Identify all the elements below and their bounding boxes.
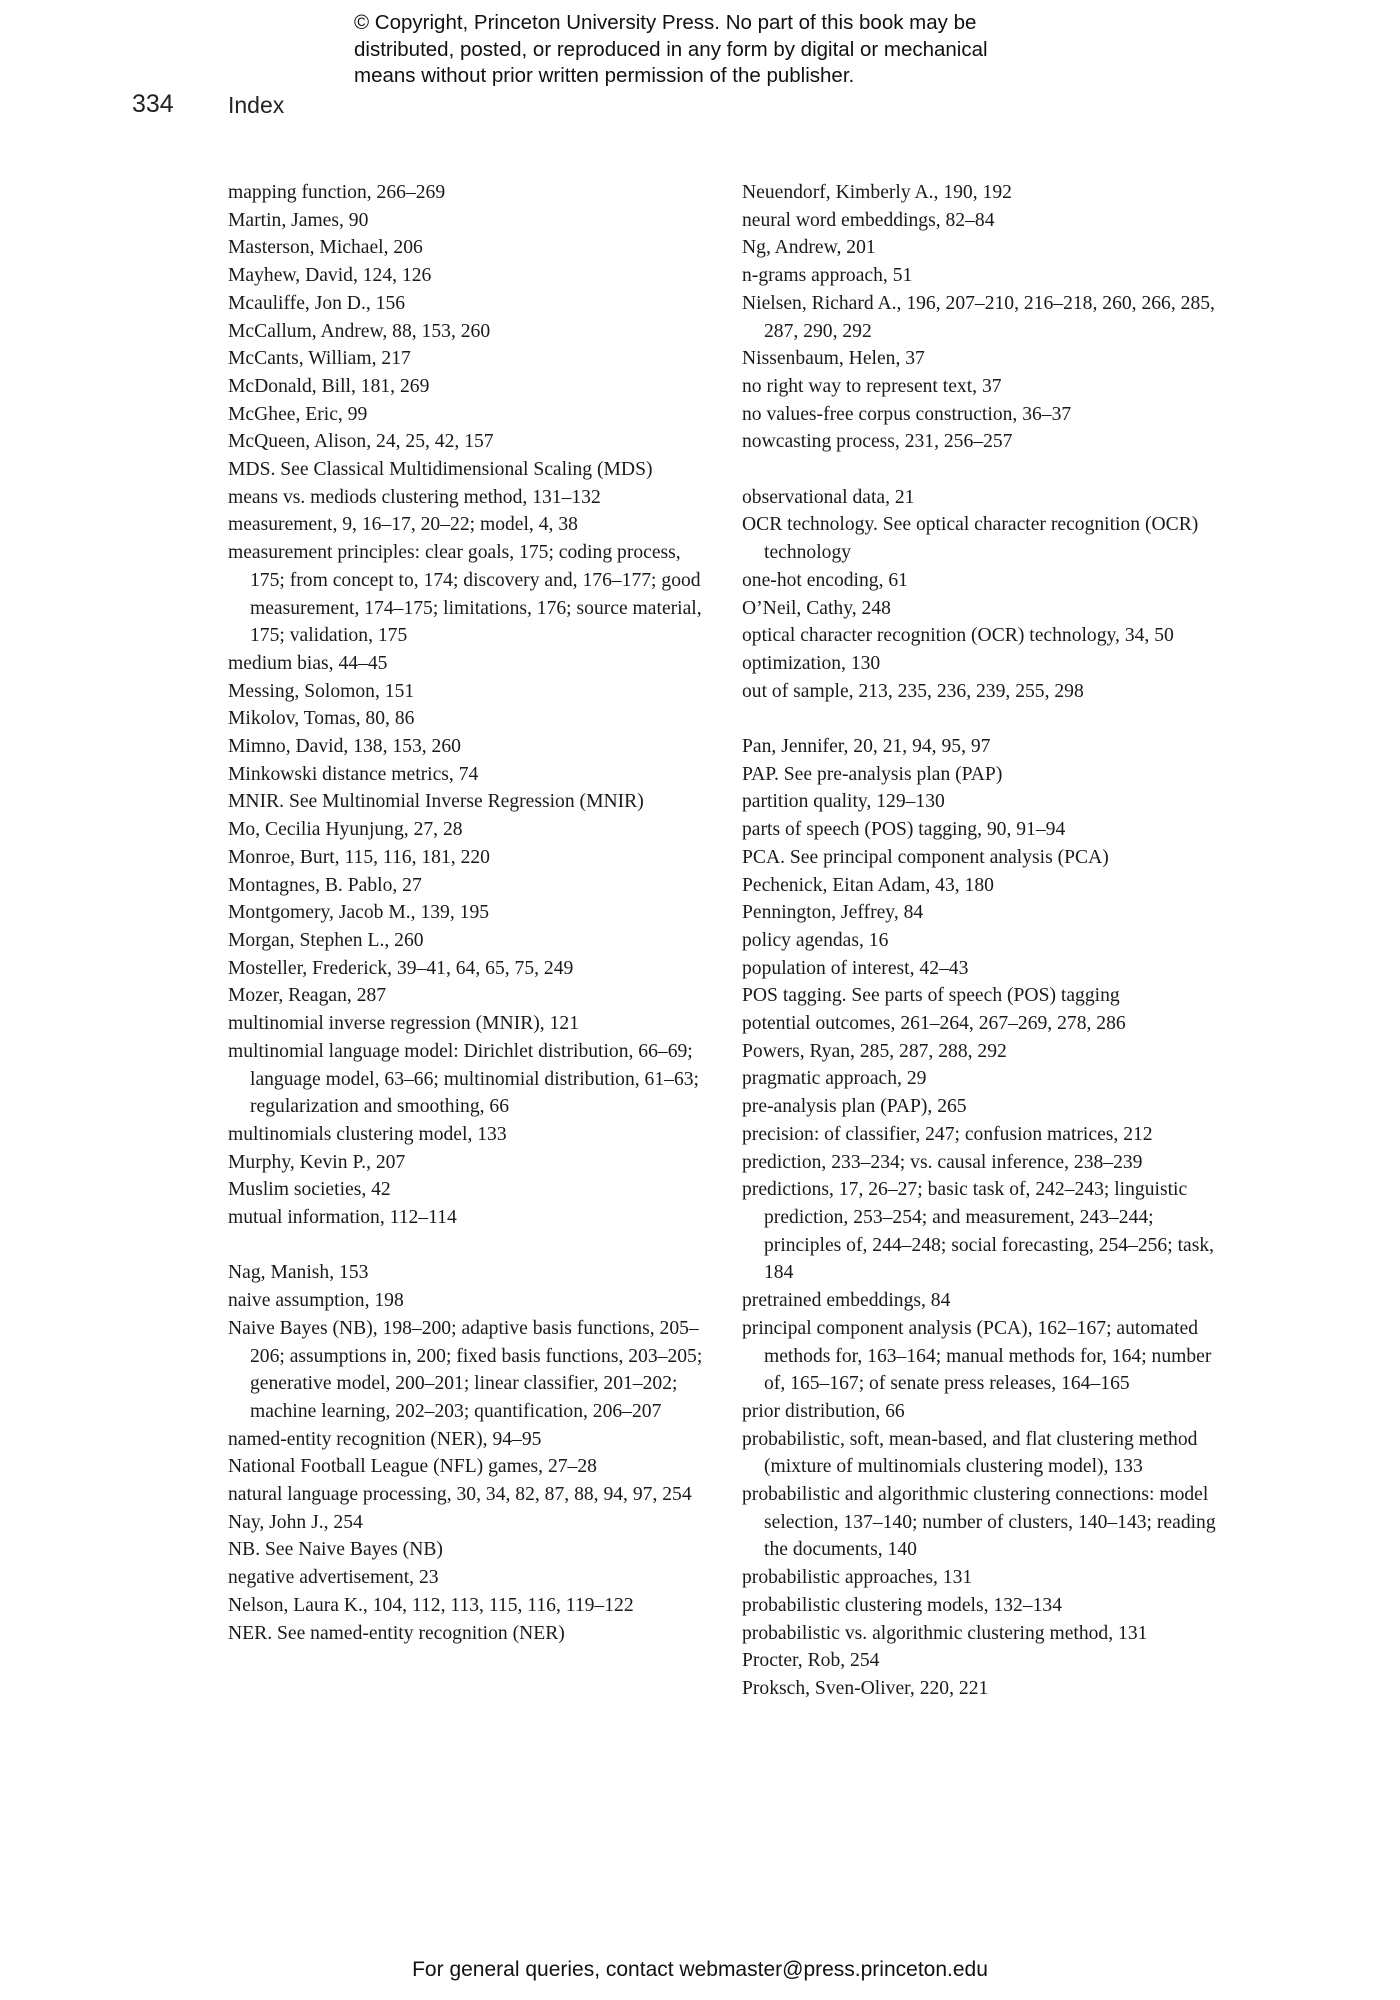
- index-entry: population of interest, 42–43: [742, 957, 969, 979]
- index-entry: Martin, James, 90: [228, 209, 369, 231]
- index-entry: observational data, 21: [742, 486, 915, 508]
- index-entry: McQueen, Alison, 24, 25, 42, 157: [228, 431, 494, 453]
- index-entry: out of sample, 213, 235, 236, 239, 255, 298: [742, 680, 1084, 702]
- index-entry: PAP. See pre-analysis plan (PAP): [742, 763, 1003, 785]
- index-entry: NB. See Naive Bayes (NB): [228, 1539, 443, 1561]
- index-entry: pretrained embeddings, 84: [742, 1290, 951, 1312]
- index-entry: parts of speech (POS) tagging, 90, 91–94: [742, 819, 1066, 841]
- index-entry: neural word embeddings, 82–84: [742, 209, 995, 231]
- index-entry: one-hot encoding, 61: [742, 569, 908, 591]
- page-number: 334: [132, 90, 174, 118]
- index-entry: Minkowski distance metrics, 74: [228, 763, 479, 785]
- index-entry: Messing, Solomon, 151: [228, 680, 415, 702]
- index-entry: Pechenick, Eitan Adam, 43, 180: [742, 874, 994, 896]
- index-entry: Mikolov, Tomas, 80, 86: [228, 708, 415, 730]
- index-entry: optimization, 130: [742, 652, 881, 674]
- index-entry: National Football League (NFL) games, 27–28: [228, 1456, 597, 1478]
- index-entry: McGhee, Eric, 99: [228, 403, 368, 425]
- index-entry: means vs. mediods clustering method, 131–132: [228, 486, 601, 508]
- index-entry: Montagnes, B. Pablo, 27: [228, 874, 422, 896]
- index-entry: Naive Bayes (NB), 198–200; adaptive basis functions, 205–206; assumptions in, 200; fixed basis functions, 203–205; generative model, 200–201; linear classifier, 201–202; machine learning, 202–203; quantification, 206–207: [228, 1317, 703, 1422]
- index-entry: Montgomery, Jacob M., 139, 195: [228, 902, 490, 924]
- index-entry: probabilistic, soft, mean-based, and flat clustering method (mixture of multinomials clustering model), 133: [742, 1428, 1198, 1478]
- index-entry: n-grams approach, 51: [742, 265, 913, 287]
- index-entry: Pennington, Jeffrey, 84: [742, 902, 924, 924]
- index-entry: predictions, 17, 26–27; basic task of, 242–243; linguistic prediction, 253–254; and measurement, 243–244; principles of, 244–248; social forecasting, 254–256; task, 184: [742, 1179, 1215, 1284]
- index-entry: NER. See named-entity recognition (NER): [228, 1622, 565, 1644]
- index-entry: Nissenbaum, Helen, 37: [742, 348, 925, 370]
- index-entry: nowcasting process, 231, 256–257: [742, 431, 1013, 453]
- index-column-right: [742, 179, 1232, 1703]
- index-entry: measurement, 9, 16–17, 20–22; model, 4, 38: [228, 514, 578, 536]
- copyright-line: distributed, posted, or reproduced in any form by digital or mechanical: [354, 37, 988, 61]
- index-entry: principal component analysis (PCA), 162–167; automated methods for, 163–164; manual methods for, 164; number of, 165–167; of senate press releases, 164–165: [742, 1317, 1212, 1395]
- index-entry: probabilistic and algorithmic clustering connections: model selection, 137–140; number of clusters, 140–143; reading the documents, 140: [742, 1484, 1216, 1561]
- index-entry: Monroe, Burt, 115, 116, 181, 220: [228, 846, 490, 868]
- letter-group-gap: [742, 456, 1232, 484]
- index-entry: Powers, Ryan, 285, 287, 288, 292: [742, 1040, 1007, 1062]
- section-title: Index: [228, 92, 285, 118]
- index-column-left: [228, 179, 718, 1647]
- index-entry: named-entity recognition (NER), 94–95: [228, 1428, 542, 1450]
- index-entry: POS tagging. See parts of speech (POS) tagging: [742, 985, 1120, 1007]
- index-entry: multinomial inverse regression (MNIR), 121: [228, 1013, 579, 1035]
- index-entry: Nielsen, Richard A., 196, 207–210, 216–218, 260, 266, 285, 287, 290, 292: [742, 292, 1215, 342]
- index-entry: partition quality, 129–130: [742, 791, 945, 813]
- index-entry: Masterson, Michael, 206: [228, 237, 423, 259]
- index-entry: negative advertisement, 23: [228, 1567, 439, 1589]
- index-entry: multinomial language model: Dirichlet distribution, 66–69; language model, 63–66; multinomial distribution, 61–63; regularization and smoothing, 66: [228, 1040, 699, 1118]
- index-entry: McCants, William, 217: [228, 348, 411, 370]
- index-entry: Ng, Andrew, 201: [742, 237, 876, 259]
- index-entry: naive assumption, 198: [228, 1290, 404, 1312]
- index-entry: MDS. See Classical Multidimensional Scaling (MDS): [228, 459, 653, 481]
- index-entry: Murphy, Kevin P., 207: [228, 1151, 406, 1173]
- index-entry: Nag, Manish, 153: [228, 1262, 369, 1284]
- letter-group-gap: [228, 1232, 718, 1260]
- index-entry: probabilistic vs. algorithmic clustering method, 131: [742, 1622, 1148, 1644]
- index-entry: Muslim societies, 42: [228, 1179, 391, 1201]
- index-entry: PCA. See principal component analysis (PCA): [742, 846, 1109, 868]
- copyright-line: © Copyright, Princeton University Press. No part of this book may be: [354, 11, 977, 34]
- index-entry: probabilistic clustering models, 132–134: [742, 1594, 1062, 1616]
- index-entry: Mo, Cecilia Hyunjung, 27, 28: [228, 819, 463, 841]
- index-entry: Morgan, Stephen L., 260: [228, 929, 424, 951]
- index-entry: precision: of classifier, 247; confusion matrices, 212: [742, 1123, 1153, 1145]
- index-entry: medium bias, 44–45: [228, 652, 388, 674]
- index-entry: Neuendorf, Kimberly A., 190, 192: [742, 182, 1012, 203]
- index-entry: McCallum, Andrew, 88, 153, 260: [228, 320, 491, 342]
- index-entry: natural language processing, 30, 34, 82, 87, 88, 94, 97, 254: [228, 1484, 692, 1506]
- index-entry: prediction, 233–234; vs. causal inference, 238–239: [742, 1151, 1143, 1173]
- index-entry: measurement principles: clear goals, 175; coding process, 175; from concept to, 174; discovery and, 176–177; good measurement, 174–175; limitations, 176; source material, 175; validation, 175: [228, 542, 702, 647]
- index-entry: probabilistic approaches, 131: [742, 1567, 973, 1589]
- index-entry: Nay, John J., 254: [228, 1511, 363, 1533]
- index-entry: Mcauliffe, Jon D., 156: [228, 292, 406, 314]
- index-entry: Mozer, Reagan, 287: [228, 985, 387, 1007]
- index-entry: Pan, Jennifer, 20, 21, 94, 95, 97: [742, 736, 991, 758]
- index-entry: Mimno, David, 138, 153, 260: [228, 736, 461, 758]
- index-entry: pre-analysis plan (PAP), 265: [742, 1096, 967, 1118]
- letter-group-gap: [742, 705, 1232, 733]
- index-entry: mutual information, 112–114: [228, 1207, 457, 1229]
- index-entry: mapping function, 266–269: [228, 182, 446, 203]
- index-entry: multinomials clustering model, 133: [228, 1123, 507, 1145]
- index-entry: Nelson, Laura K., 104, 112, 113, 115, 116, 119–122: [228, 1594, 634, 1616]
- index-entry: policy agendas, 16: [742, 929, 889, 951]
- index-entry: MNIR. See Multinomial Inverse Regression (MNIR): [228, 791, 644, 813]
- index-entry: no values-free corpus construction, 36–37: [742, 403, 1072, 425]
- index-entry: OCR technology. See optical character recognition (OCR) technology: [742, 514, 1199, 564]
- index-entry: Mosteller, Frederick, 39–41, 64, 65, 75, 249: [228, 957, 574, 979]
- index-entry: Mayhew, David, 124, 126: [228, 265, 432, 287]
- index-entry: Procter, Rob, 254: [742, 1650, 880, 1672]
- index-entry: Proksch, Sven-Oliver, 220, 221: [742, 1677, 989, 1699]
- index-entry: prior distribution, 66: [742, 1400, 905, 1422]
- index-entry: no right way to represent text, 37: [742, 375, 1002, 397]
- index-entry: optical character recognition (OCR) technology, 34, 50: [742, 625, 1174, 647]
- copyright-notice: [354, 10, 1114, 90]
- index-entry: pragmatic approach, 29: [742, 1068, 927, 1090]
- index-entry: potential outcomes, 261–264, 267–269, 278, 286: [742, 1013, 1126, 1035]
- index-entry: McDonald, Bill, 181, 269: [228, 375, 430, 397]
- copyright-line: means without prior written permission of the publisher.: [354, 64, 855, 87]
- footer-contact: For general queries, contact webmaster@press.princeton.edu: [412, 1958, 988, 1981]
- index-entry: O’Neil, Cathy, 248: [742, 597, 891, 619]
